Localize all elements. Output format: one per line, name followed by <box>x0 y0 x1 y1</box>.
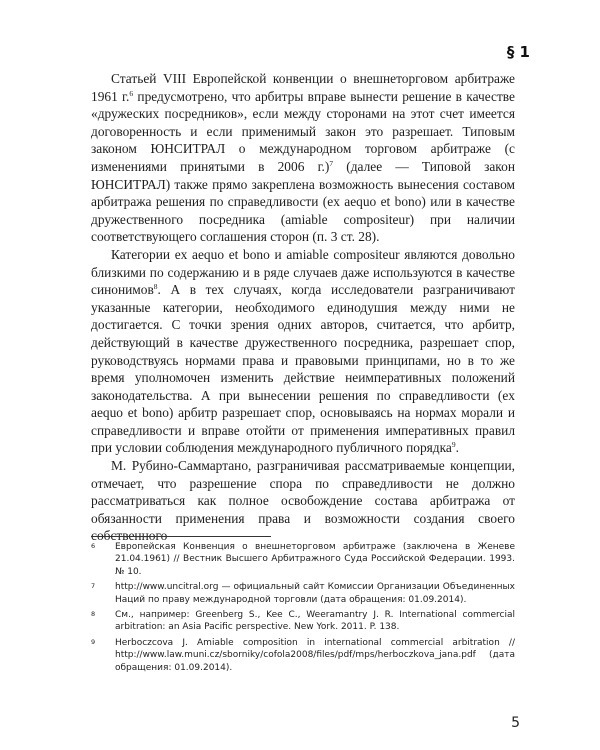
footnote <box>91 541 515 578</box>
page-number: 5 <box>511 715 520 731</box>
footnote-number: 8 <box>91 610 96 619</box>
footnote-text: http://www.uncitral.org — официальный сайт Комиссии Организации Объединенных Наций по праву международной торговли (дата обращения: 01.09.2014). <box>115 582 515 605</box>
footnote-divider <box>91 536 271 537</box>
paragraph <box>91 246 515 457</box>
paragraph-text: Категории ex aequo et bono и amiable compositeur являются довольно близкими по содержанию и в ряде случаев даже используются в качестве синонимов <box>91 246 515 298</box>
footnote-text: См., например: Greenberg S., Kee C., Weeramantry J. R. International commercial arbitration: an Asia Pacific perspective. New York. 2011. P. 138. <box>115 610 515 633</box>
footnote-ref[interactable]: 8 <box>153 282 158 292</box>
paragraph-text: предусмотрено, что арбитры вправе вынести решение в качестве «дружеских посредников», если между сторонами на этот счет имеется договоренность и если применимый закон это разрешает. Типовым законом ЮНСИТРАЛ о международном торговом арбитраже (с изменениями принятыми в 2006 г.) <box>91 88 515 174</box>
footnote-number: 6 <box>91 542 96 550</box>
paragraph-text: . <box>455 440 459 456</box>
paragraph-text: Статьей VIII Европейской конвенции о внешнеторговом арбитраже 1961 г. <box>91 71 515 104</box>
footnote-ref[interactable]: 9 <box>451 440 456 450</box>
section-heading: § 1 <box>506 43 530 61</box>
footnote-text: Herboczcova J. Amiable composition in international commercial arbitration // http://www.law.muni.cz/sborniky/cofola2008/files/pdf/mps/herboczkova_jana.pdf (дата обращения: 01.09.2014). <box>115 637 515 673</box>
footnote <box>91 637 515 674</box>
paragraph <box>91 70 515 246</box>
footnote-ref[interactable]: 7 <box>329 158 334 168</box>
footnote <box>91 581 515 606</box>
paragraph-text: . А в тех случаях, когда исследователи разграничивают указанные категории, необходимого единодушия между ними не достигается. С точки зрения одних авторов, считается, что арбитр, действующий в качестве дружественного посредника, разрешает спор, руководствуясь нормами права и правовыми принципами, но в то же время уполномочен изменить действие неимперативных положений законодательства. А при вынесении решения по справедливости (ex aequo et bono) арбитр разрешает спор, основываясь на нормах морали и справедливости и вправе отойти от применения императивных правил при условии соблюдения международного публичного порядка <box>91 282 515 456</box>
body-text <box>91 70 515 545</box>
footnote <box>91 609 515 634</box>
footnotes <box>91 541 515 677</box>
footnote-number: 7 <box>91 582 96 591</box>
paragraph-text: М. Рубино-Саммартано, разграничивая рассматриваемые концепции, отмечает, что разрешение спора по справедливости не должно рассматриваться как полное освобождение состава арбитража от обязанности применения права и возможности создания своего собственного <box>91 458 515 544</box>
footnote-number: 9 <box>91 637 96 646</box>
paragraph-text: (далее — Типовой закон ЮНСИТРАЛ) также прямо закреплена возможность вынесения составом арбитража решения по справедливости (ex aequo et bono) или в качестве дружественного посредника (amiable compositeur) при наличии соответствующего соглашения сторон (п. 3 ст. 28). <box>91 158 515 245</box>
paragraph <box>91 457 515 545</box>
footnote-ref[interactable]: 6 <box>129 88 134 98</box>
footnote-text: Европейская Конвенция о внешнеторговом арбитраже (заключена в Женеве 21.04.1961) // Вестник Высшего Арбитражного Суда Российской Федерации. 1993. № 10. <box>115 542 515 577</box>
